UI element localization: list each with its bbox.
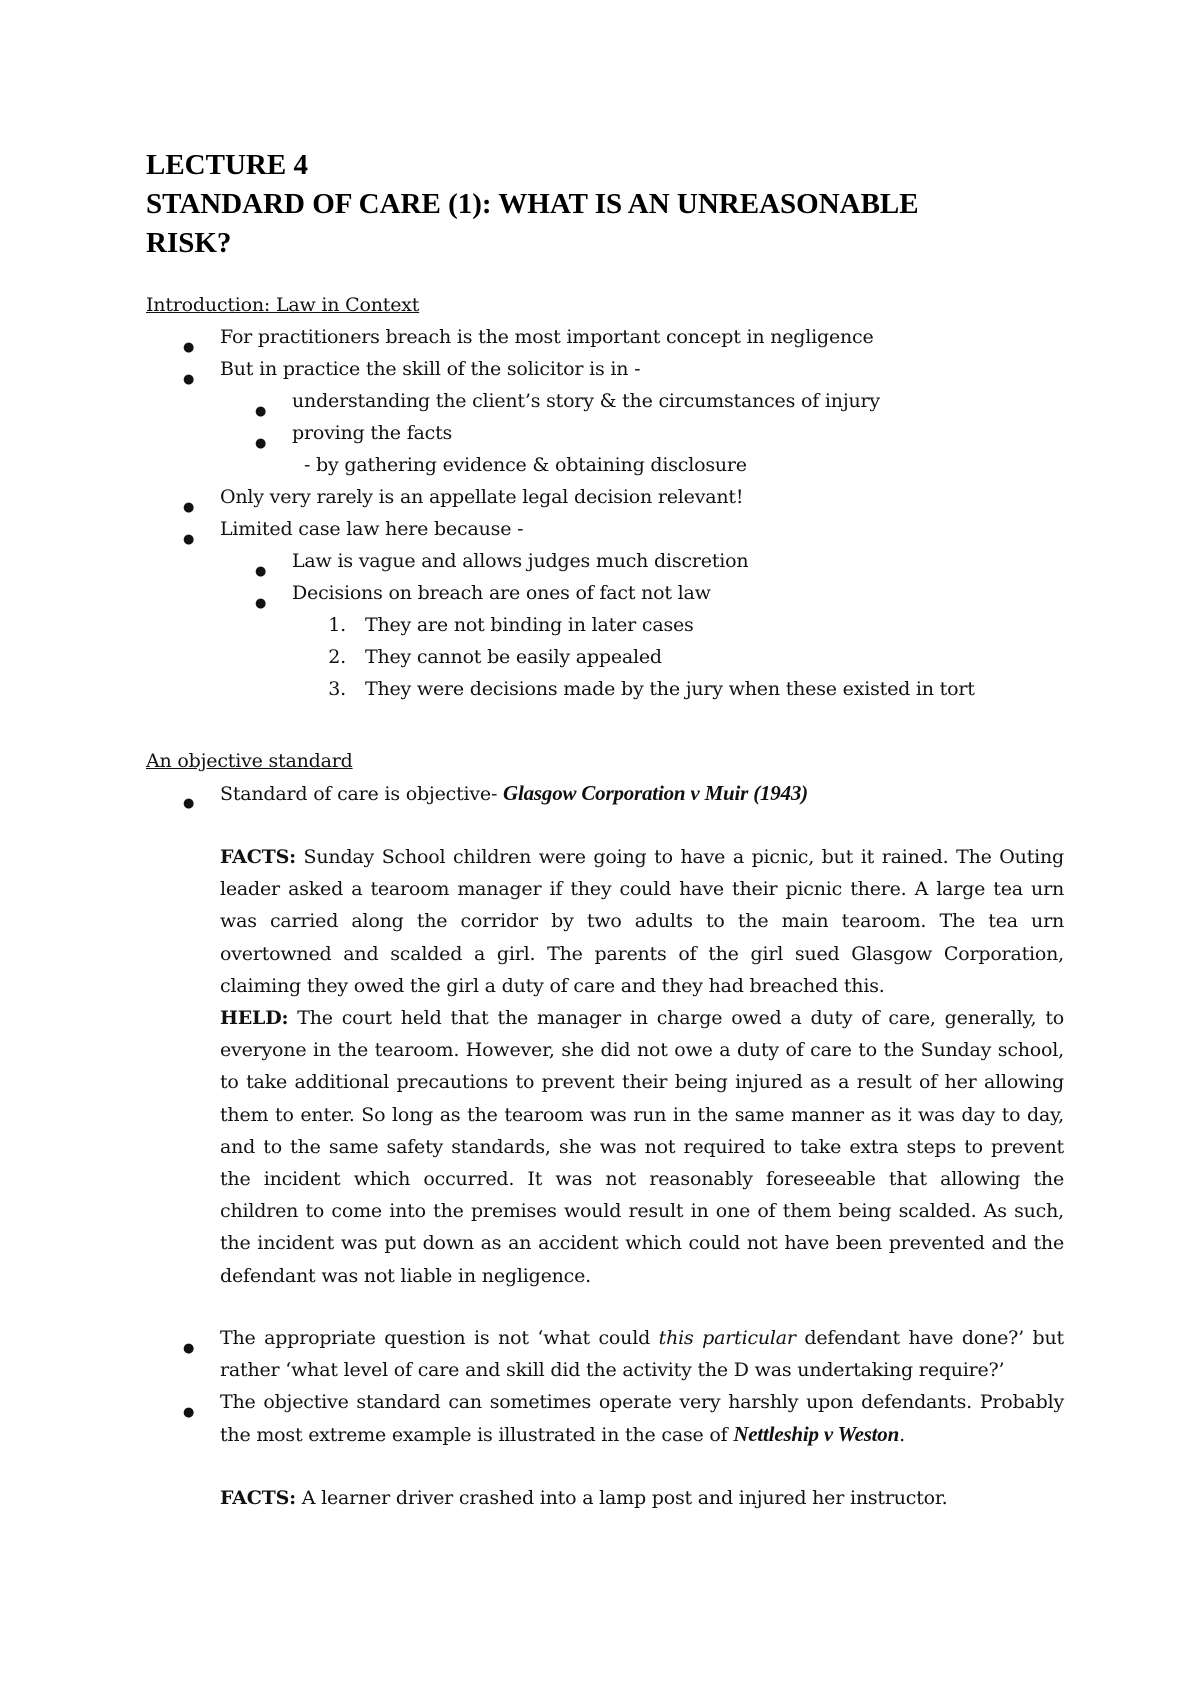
- title-line-2: STANDARD OF CARE (1): WHAT IS AN UNREASONABLE: [146, 188, 919, 220]
- bullet-icon: ●: [183, 1341, 195, 1356]
- page-title: [146, 146, 1066, 263]
- intro-heading: Introduction: Law in Context: [146, 294, 420, 316]
- objective-bullet-2-pre: The appropriate question is not ‘what could: [220, 1327, 659, 1349]
- held-text: The court held that the manager in charge owed a duty of care, generally, to everyone in the tearoom. However, she did not owe a duty of care to the Sunday school, to take additional precautions to prevent their being injured as a result of her allowing them to enter. So long as the tearoom was run in the same manner as it was day to day, and to the same safety standards, she was not required to take extra steps to prevent the incident which occurred. It was not reasonably foreseeable that allowing the children to come into the premises would result in one of them being scalded. As such, the incident was put down as an accident which could not have been prevented and the defendant was not liable in negligence.: [220, 1007, 1064, 1287]
- bullet-icon: ●: [255, 436, 267, 451]
- case-name-nettleship: Nettleship v Weston: [733, 1422, 900, 1447]
- objective-bullet-3: [220, 1386, 1064, 1451]
- numbered-item-2: They cannot be easily appealed: [365, 646, 662, 668]
- title-line-3: RISK?: [146, 227, 232, 259]
- bullet-icon: ●: [183, 500, 195, 515]
- list-number-2: 2.: [328, 646, 346, 668]
- facts2-label: FACTS:: [220, 1487, 296, 1509]
- facts2-text: A learner driver crashed into a lamp post and injured her instructor.: [295, 1487, 948, 1509]
- intro-bullet-2: But in practice the skill of the solicitor is in -: [220, 358, 641, 380]
- bullet-icon: ●: [255, 564, 267, 579]
- objective-bullet-2: [220, 1322, 1064, 1386]
- nettleship-facts-paragraph: [220, 1482, 1064, 1514]
- objective-bullet-3-post: .: [899, 1424, 905, 1447]
- bullet-icon: ●: [183, 372, 195, 387]
- bullet-icon: ●: [183, 1405, 195, 1420]
- case-name-glasgow: Glasgow Corporation v Muir (1943): [503, 781, 808, 805]
- bullet-icon: ●: [255, 404, 267, 419]
- glasgow-held-paragraph: [220, 1002, 1064, 1292]
- intro-bullet-2a: understanding the client’s story & the circumstances of injury: [292, 390, 880, 412]
- held-label: HELD:: [220, 1007, 289, 1029]
- facts-text: Sunday School children were going to have a picnic, but it rained. The Outing leader asked a tearoom manager if they could have their picnic there. A large tea urn was carried along the corridor by two adults to the main tearoom. The tea urn overtowned and scalded a girl. The parents of the girl sued Glasgow Corporation, claiming they owed the girl a duty of care and they had breached this.: [220, 846, 1064, 997]
- objective-heading: An objective standard: [146, 750, 353, 772]
- bullet-icon: ●: [255, 596, 267, 611]
- intro-bullet-1: For practitioners breach is the most important concept in negligence: [220, 326, 874, 348]
- intro-bullet-2b: proving the facts: [292, 422, 453, 444]
- bullet-icon: ●: [183, 796, 195, 811]
- objective-bullet-1-text: Standard of care is objective-: [220, 783, 504, 805]
- intro-bullet-2b-sub: - by gathering evidence & obtaining disclosure: [304, 454, 747, 476]
- facts-label: FACTS:: [220, 846, 296, 868]
- bullet-icon: ●: [183, 340, 195, 355]
- title-line-1: LECTURE 4: [146, 149, 308, 181]
- objective-bullet-1: [220, 777, 808, 810]
- objective-bullet-3-pre: The objective standard can sometimes operate very harshly upon defendants. Probably the most extreme example is illustrated in the case of: [220, 1391, 1064, 1447]
- list-number-1: 1.: [328, 614, 346, 636]
- intro-bullet-4b: Decisions on breach are ones of fact not law: [292, 582, 711, 604]
- objective-bullet-2-italic: this particular: [658, 1327, 796, 1349]
- intro-bullet-4a: Law is vague and allows judges much discretion: [292, 550, 749, 572]
- list-number-3: 3.: [328, 678, 346, 700]
- numbered-item-3: They were decisions made by the jury when these existed in tort: [365, 678, 975, 700]
- intro-bullet-3: Only very rarely is an appellate legal decision relevant!: [220, 486, 744, 508]
- numbered-item-1: They are not binding in later cases: [365, 614, 694, 636]
- bullet-icon: ●: [183, 532, 195, 547]
- intro-bullet-4: Limited case law here because -: [220, 518, 524, 540]
- objective-bullet-2-post: defendant have done?’ but rather ‘what level of care and skill did the activity the D was undertaking require?’: [220, 1327, 1064, 1382]
- glasgow-facts-paragraph: [220, 841, 1064, 1002]
